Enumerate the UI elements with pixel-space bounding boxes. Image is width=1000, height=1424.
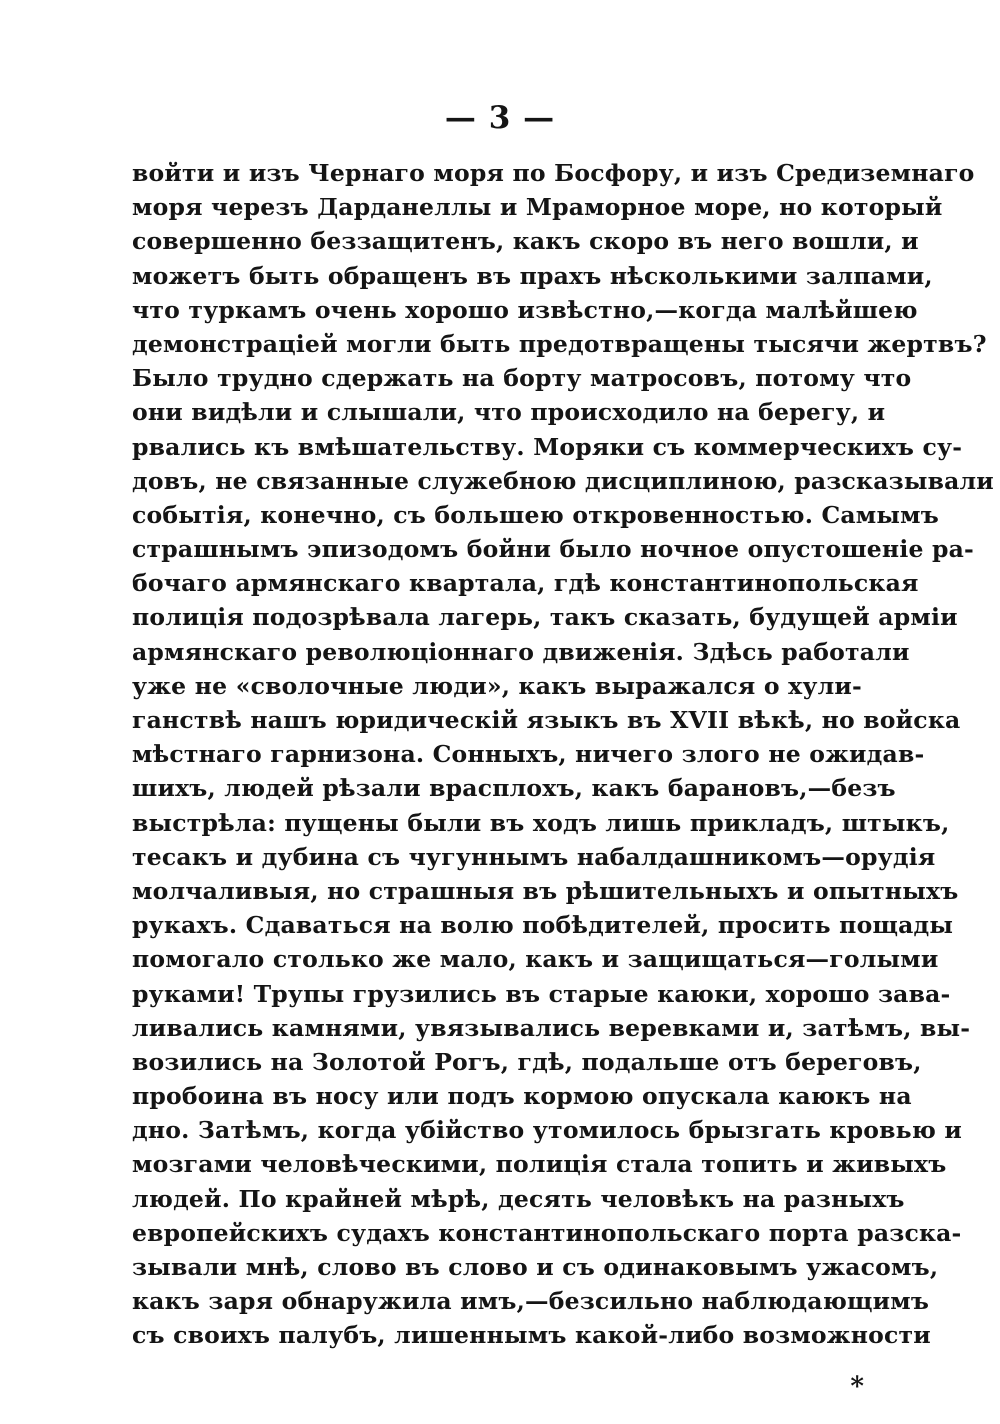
text-line: руками! Трупы грузились въ старые каюки, хорошо зава- [132,979,951,1008]
text-line: рвались къ вмѣшательству. Моряки съ коммерческихъ су- [132,432,963,461]
body-text [132,156,994,1353]
text-line: помогало столько же мало, какъ и защищаться—голыми [132,945,939,974]
text-line: европейскихъ судахъ константинопольскаго порта разска- [132,1218,962,1247]
text-line: пробоина въ носу или подъ кормою опускала каюкъ на [132,1082,912,1111]
text-line: выстрѣла: пущены были въ ходъ лишь прикладъ, штыкъ, [132,808,950,837]
text-line: довъ, не связанные служебною дисциплиною, разсказывали [132,466,994,495]
text-line: рукахъ. Сдаваться на волю побѣдителей, просить пощады [132,911,954,940]
text-line: событія, конечно, съ большею откровенностью. Самымъ [132,500,940,529]
text-line: съ своихъ палубъ, лишеннымъ какой-либо возможности [132,1321,931,1350]
text-line: страшнымъ эпизодомъ бойни было ночное опустошеніе ра- [132,535,975,564]
text-line: ливались камнями, увязывались веревками и, затѣмъ, вы- [132,1013,971,1042]
text-line: уже не «сволочные люди», какъ выражался о хули- [132,671,862,700]
text-line: демонстраціей могли быть предотвращены тысячи жертвъ? [132,329,987,358]
text-line: войти и изъ Чернаго моря по Босфору, и изъ Средиземнаго [132,159,975,187]
text-line: мѣстнаго гарнизона. Сонныхъ, ничего злого не ожидав- [132,740,925,769]
text-line: людей. По крайней мѣрѣ, десять человѣкъ на разныхъ [132,1184,905,1213]
text-line: мозгами человѣческими, полиція стала топить и живыхъ [132,1150,947,1179]
signature-mark: * [850,1372,864,1402]
text-line: Было трудно сдержать на борту матросовъ, потому что [132,364,912,393]
text-line: какъ заря обнаружила имъ,—безсильно наблюдающимъ [132,1287,930,1316]
text-line: полиція подозрѣвала лагерь, такъ сказать, будущей арміи [132,603,958,632]
text-line: моря черезъ Дарданеллы и Мраморное море, но который [132,193,943,222]
text-line: дно. Затѣмъ, когда убійство утомилось брызгать кровью и [132,1116,963,1145]
text-line: бочаго армянскаго квартала, гдѣ константинопольская [132,569,919,598]
text-line: ганствѣ нашъ юридическій языкъ въ XVII вѣкѣ, но войска [132,706,961,734]
text-line: зывали мнѣ, слово въ слово и съ одинаковымъ ужасомъ, [132,1253,939,1281]
text-line: они видѣли и слышали, что происходило на берегу, и [132,398,886,427]
text-line: можетъ быть обращенъ въ прахъ нѣсколькими залпами, [132,261,933,290]
text-line: молчаливыя, но страшныя въ рѣшительныхъ и опытныхъ [132,876,959,905]
text-line: возились на Золотой Рогъ, гдѣ, подальше отъ береговъ, [132,1047,922,1076]
text-line: совершенно беззащитенъ, какъ скоро въ него вошли, и [132,227,919,256]
text-line: шихъ, людей рѣзали врасплохъ, какъ барановъ,—безъ [132,774,896,803]
text-line: что туркамъ очень хорошо извѣстно,—когда малѣйшею [132,295,918,324]
page-number: — 3 — [444,100,556,136]
text-line: армянскаго революціоннаго движенія. Здѣсь работали [132,637,910,666]
text-line: тесакъ и дубина съ чугуннымъ набалдашникомъ—орудія [132,842,936,871]
